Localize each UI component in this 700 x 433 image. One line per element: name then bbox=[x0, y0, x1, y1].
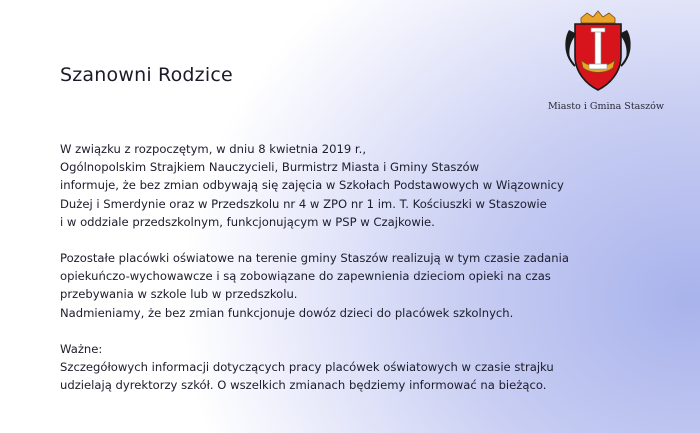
text-line: przebywania w szkole lub w przedszkolu. bbox=[60, 287, 298, 302]
crest-caption: Miasto i Gmina Staszów bbox=[547, 101, 665, 112]
text-line: Szczegółowych informacji dotyczących pracy placówek oświatowych w czasie strajku bbox=[60, 360, 554, 375]
text-line: udzielają dyrektorzy szkół. O wszelkich zmianach będziemy informować na bieżąco. bbox=[60, 378, 547, 393]
text-line: Ogólnopolskim Strajkiem Nauczycieli, Burmistrz Miasta i Gminy Staszów bbox=[60, 160, 480, 175]
page-title: Szanowni Rodzice bbox=[60, 64, 233, 86]
important-heading: Ważne: bbox=[60, 341, 103, 356]
text-line: informuje, że bez zmian odbywają się zajęcia w Szkołach Podstawowych w Wiązownicy bbox=[60, 178, 564, 193]
text-line: Dużej i Smerdynie oraz w Przedszkolu nr 4 w ZPO nr 1 im. T. Kościuszki w Staszowie bbox=[60, 196, 547, 211]
text-line: Nadmieniamy, że bez zmian funkcjonuje dowóz dzieci do placówek szkolnych. bbox=[60, 305, 514, 320]
text-line: opiekuńczo-wychowawcze i są zobowiązane do zapewnienia dzieciom opieki na czas bbox=[60, 269, 551, 284]
text-line: W związku z rozpoczętym, w dniu 8 kwietnia 2019 r., bbox=[60, 142, 367, 156]
text-line: i w oddziale przedszkolnym, funkcjonującym w PSP w Czajkowie. bbox=[60, 214, 435, 229]
text-line: Pozostałe placówki oświatowe na terenie gminy Staszów realizują w tym czasie zadania bbox=[60, 251, 569, 266]
coat-of-arms-icon bbox=[563, 10, 633, 94]
announcement-body bbox=[60, 140, 680, 394]
